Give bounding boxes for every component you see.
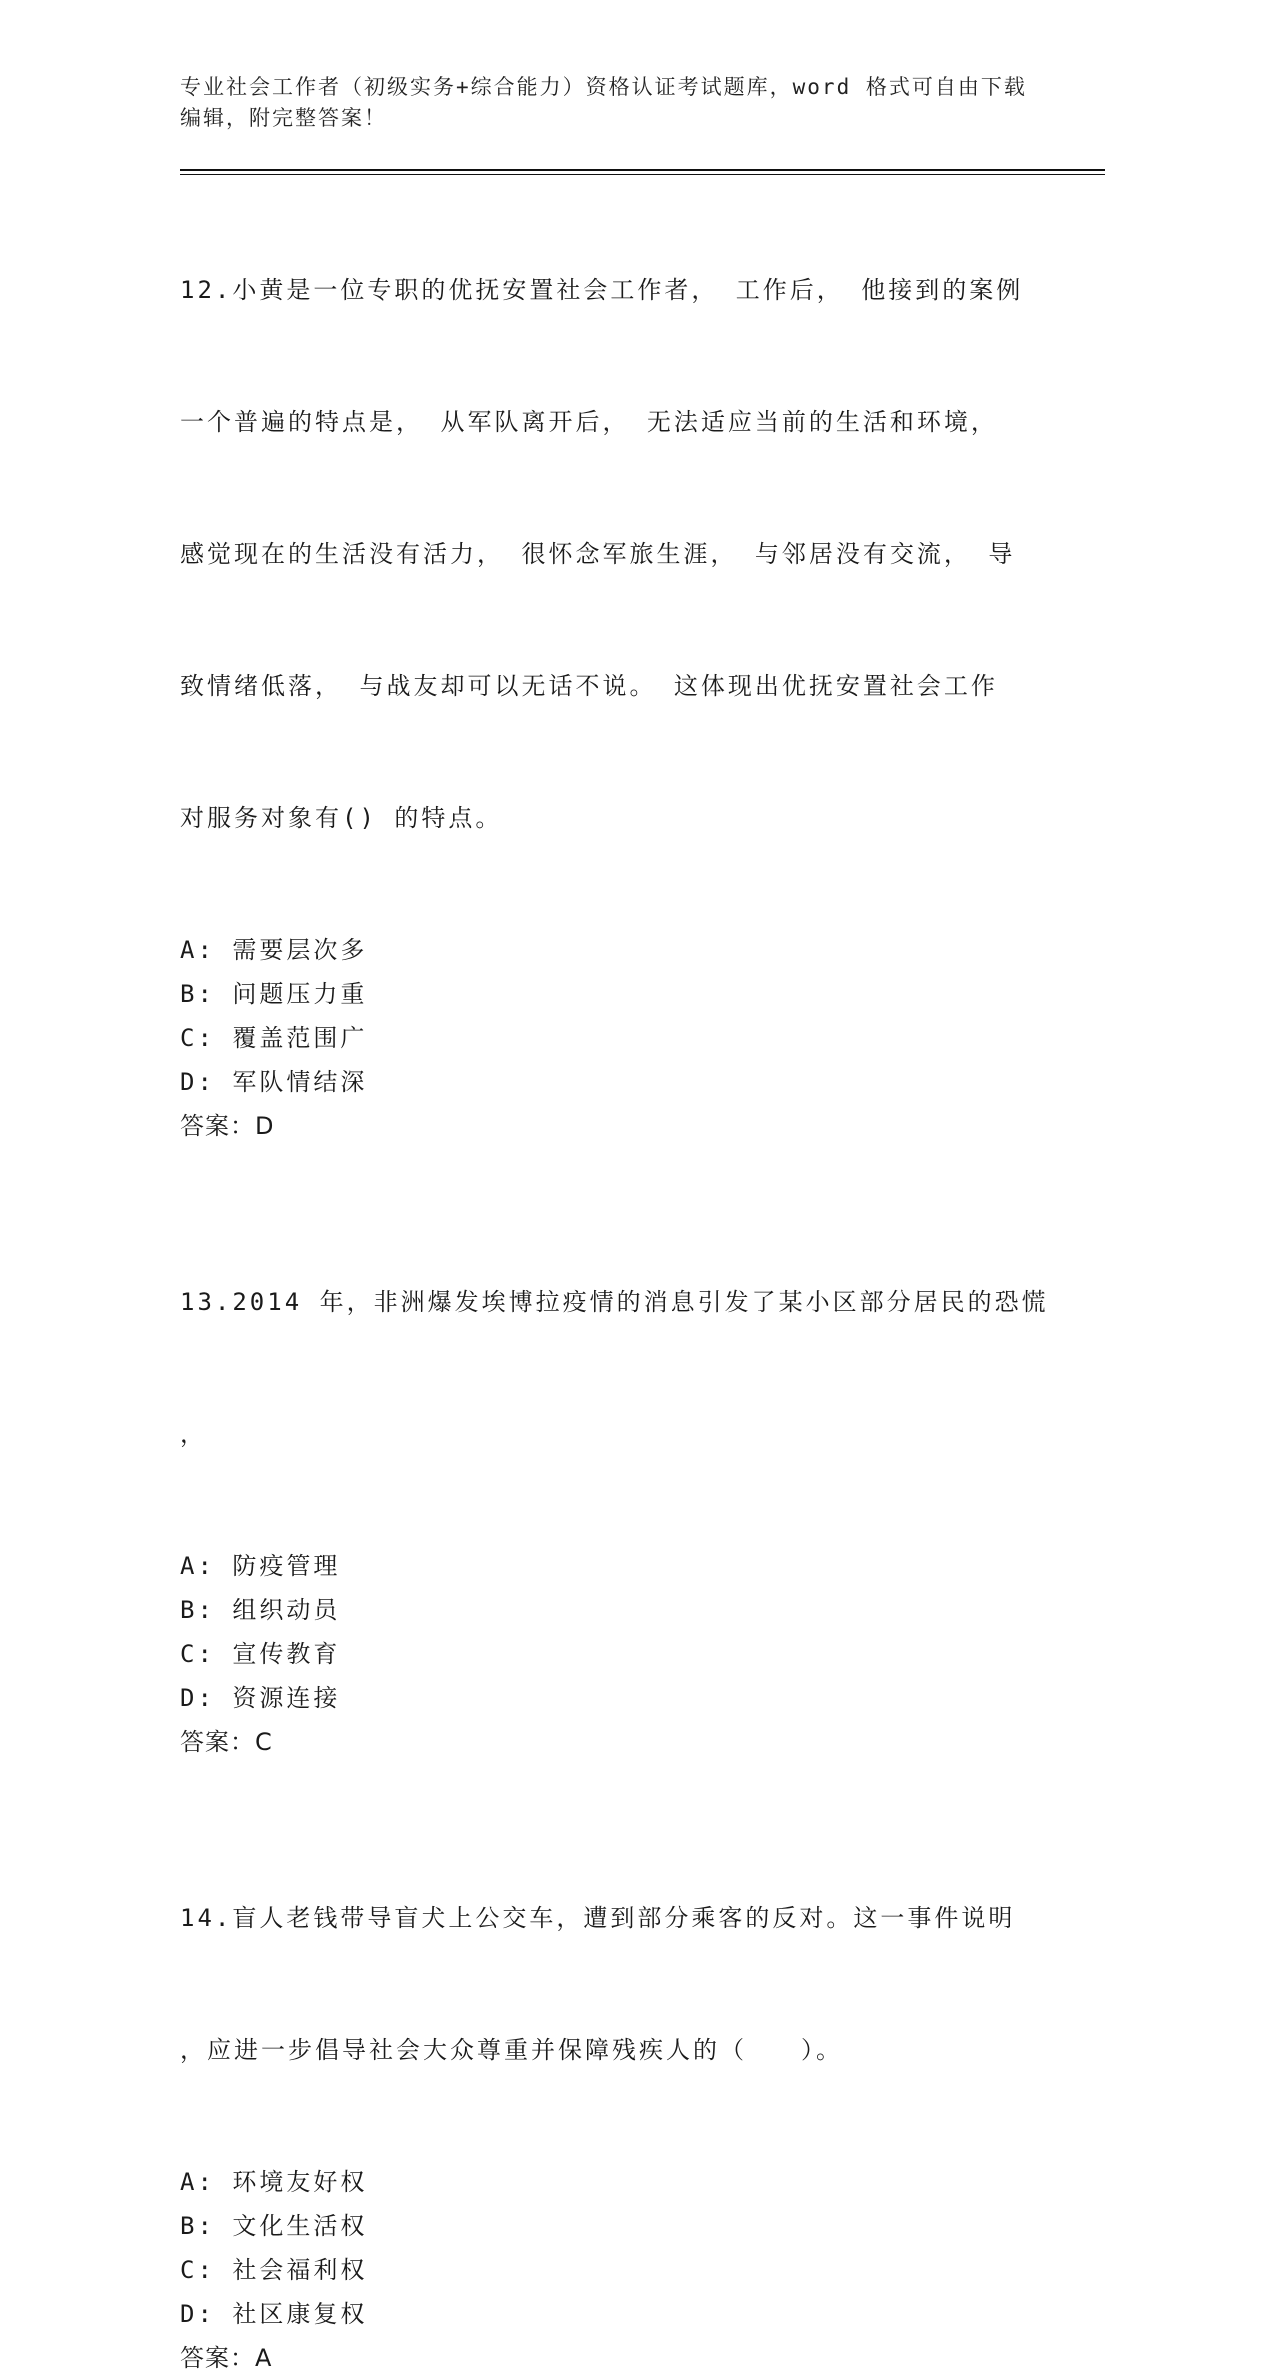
option-b: B: 文化生活权 (180, 2212, 368, 2240)
question-list (180, 180, 1050, 2380)
stem-line: 一个普遍的特点是， 从军队离开后， 无法适应当前的生活和环境， (180, 408, 998, 436)
option-d: D: 资源连接 (180, 1684, 341, 1712)
option-a: A: 环境友好权 (180, 2168, 368, 2196)
header-line-2: 编辑，附完整答案！ (180, 106, 387, 130)
answer-line: 答案：D (180, 1112, 275, 1140)
stem-line: 13.2014 年，非洲爆发埃博拉疫情的消息引发了某小区部分居民的恐慌 (180, 1288, 1049, 1316)
stem-line: 感觉现在的生活没有活力， 很怀念军旅生涯， 与邻居没有交流， 导 (180, 540, 1016, 568)
stem-line: 对服务对象有() 的特点。 (180, 804, 503, 832)
question-spacer (180, 1148, 1050, 1192)
stem-line: 12.小黄是一位专职的优抚安置社会工作者， 工作后， 他接到的案例 (180, 276, 1024, 304)
option-a: A: 需要层次多 (180, 936, 368, 964)
option-d: D: 社区康复权 (180, 2300, 368, 2328)
option-a: A: 防疫管理 (180, 1552, 341, 1580)
stem-line: ， (180, 1420, 207, 1448)
question-stem (180, 1192, 1050, 1544)
answer-line: 答案：C (180, 1728, 273, 1756)
question-stem (180, 180, 1050, 928)
document-header (180, 72, 1060, 134)
header-divider-thick (180, 169, 1105, 171)
question-spacer (180, 1764, 1050, 1808)
option-b: B: 问题压力重 (180, 980, 368, 1008)
stem-line: ，应进一步倡导社会大众尊重并保障残疾人的（ ）。 (180, 2036, 843, 2064)
stem-line: 致情绪低落， 与战友却可以无话不说。 这体现出优抚安置社会工作 (180, 672, 998, 700)
question-12 (180, 180, 1050, 1148)
option-c: C: 宣传教育 (180, 1640, 341, 1668)
header-line-1: 专业社会工作者（初级实务+综合能力）资格认证考试题库，word 格式可自由下载 (180, 75, 1027, 99)
option-c: C: 覆盖范围广 (180, 1024, 368, 1052)
answer-line: 答案：A (180, 2344, 273, 2372)
stem-line: 14.盲人老钱带导盲犬上公交车，遭到部分乘客的反对。这一事件说明 (180, 1904, 1016, 1932)
header-divider-thin (180, 174, 1105, 175)
option-d: D: 军队情结深 (180, 1068, 368, 1096)
question-14 (180, 1808, 1050, 2380)
question-13 (180, 1192, 1050, 1764)
question-stem (180, 1808, 1050, 2160)
option-b: B: 组织动员 (180, 1596, 341, 1624)
option-c: C: 社会福利权 (180, 2256, 368, 2284)
